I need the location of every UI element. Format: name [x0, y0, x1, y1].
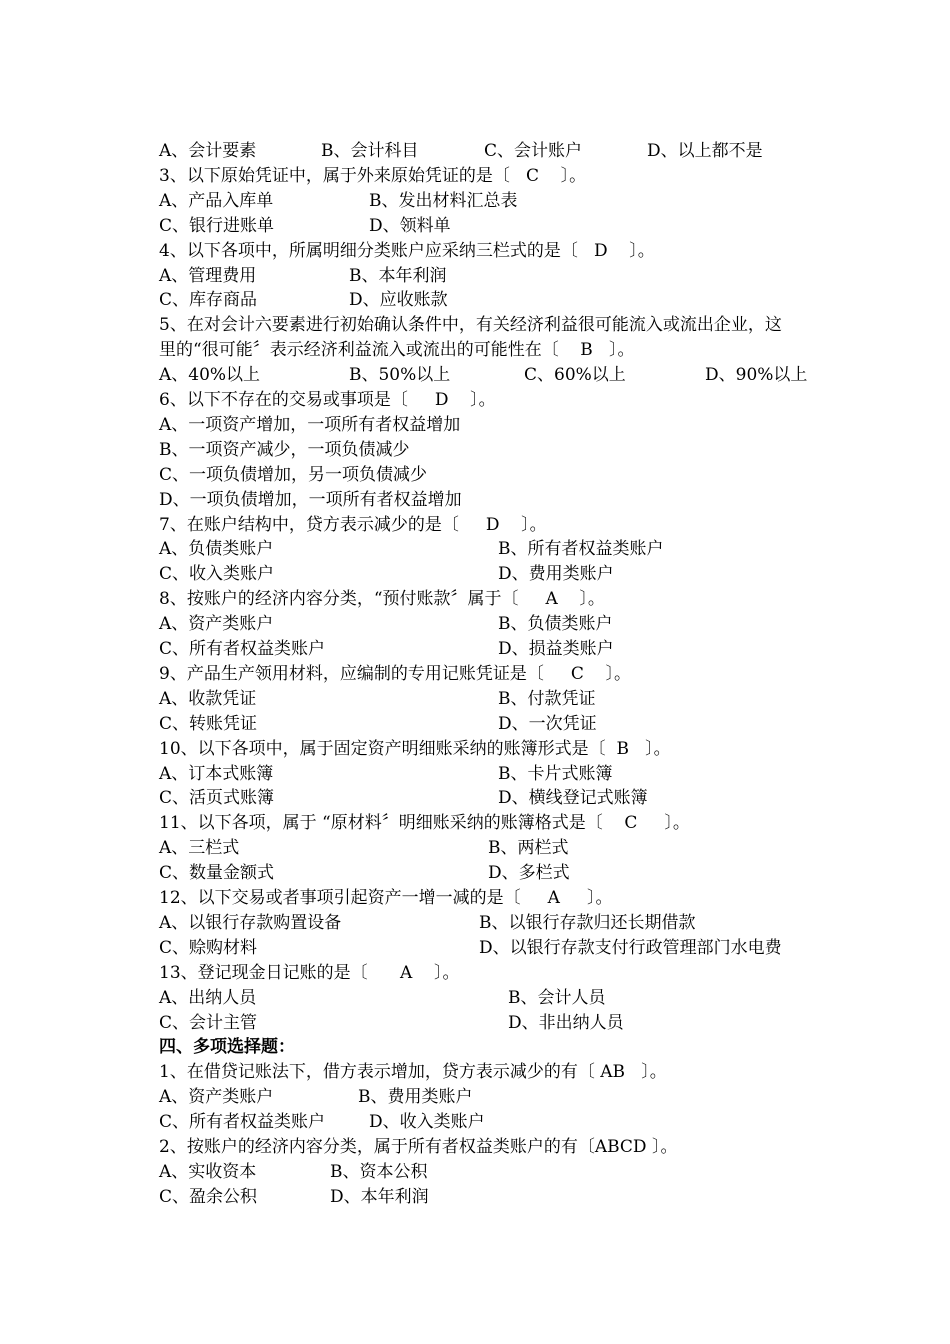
option-text: D、以上都不是: [647, 141, 763, 161]
question-line: 3、以下原始凭证中，属于外来原始凭证的是〔 C 〕。: [159, 165, 587, 186]
option-text: D、横线登记式账簿: [498, 788, 648, 809]
question-line: 1、在借贷记账法下，借方表示增加，贷方表示减少的有〔 AB 〕。: [159, 1062, 667, 1083]
question-line: B、一项资产减少，一项负债减少: [159, 439, 410, 460]
option-text: A、以银行存款购置设备: [159, 912, 342, 933]
question-line: 6、以下不存在的交易或事项是〔 D 〕。: [159, 390, 496, 410]
option-text: D、损益类账户: [498, 639, 614, 659]
question-line: 2、按账户的经济内容分类，属于所有者权益类账户的有〔ABCD 〕。: [159, 1137, 678, 1157]
option-text: A、资产类账户: [159, 614, 274, 635]
option-text: D、一次凭证: [498, 713, 597, 734]
question-line: C、一项负债增加，另一项负债减少: [159, 464, 428, 485]
option-text: B、所有者权益类账户: [498, 539, 664, 560]
option-text: C、所有者权益类账户: [159, 1112, 326, 1133]
option-text: B、费用类账户: [358, 1087, 473, 1108]
option-text: A、产品入库单: [159, 190, 274, 211]
option-text: B、会计科目: [321, 141, 419, 161]
option-text: C、活页式账簿: [159, 788, 275, 809]
option-text: C、会计账户: [484, 141, 583, 161]
option-text: D、多栏式: [488, 863, 570, 884]
question-line: 13、登记现金日记账的是〔 A 〕。: [159, 962, 460, 983]
question-line: 11、以下各项，属于 “原材料〞明细账采纳的账簿格式是〔 C 〕。: [159, 813, 690, 834]
question-line: 7、在账户结构中，贷方表示减少的是〔 D 〕。: [159, 514, 547, 535]
option-text: C、盈余公积: [159, 1186, 258, 1207]
option-text: D、领料单: [369, 215, 451, 236]
option-text: C、转账凭证: [159, 713, 258, 734]
option-text: A、负债类账户: [159, 539, 274, 560]
option-text: A、会计要素: [159, 141, 257, 161]
option-text: B、本年利润: [349, 265, 447, 286]
question-line: 12、以下交易或者事项引起资产一增一减的是〔 A 〕。: [159, 888, 613, 908]
option-text: B、发出材料汇总表: [369, 190, 518, 211]
option-text: B、以银行存款归还长期借款: [479, 912, 696, 933]
option-text: A、出纳人员: [159, 987, 257, 1008]
option-text: D、收入类账户: [369, 1112, 485, 1133]
option-text: A、管理费用: [159, 265, 257, 286]
question-line: 10、以下各项中，属于固定资产明细账采纳的账簿形式是〔 B 〕。: [159, 738, 671, 759]
section-heading: 四、多项选择题：: [159, 1037, 295, 1058]
option-text: C、库存商品: [159, 290, 258, 311]
option-text: C、数量金额式: [159, 863, 275, 884]
option-text: A、资产类账户: [159, 1087, 274, 1108]
question-line: A、一项资产增加，一项所有者权益增加: [159, 414, 461, 435]
question-line: D、一项负债增加，一项所有者权益增加: [159, 489, 462, 510]
option-text: B、会计人员: [508, 987, 606, 1008]
option-text: B、卡片式账簿: [498, 763, 613, 784]
option-text: D、本年利润: [330, 1186, 429, 1207]
option-text: A、订本式账簿: [159, 763, 274, 784]
option-text: D、90%以上: [705, 365, 808, 386]
option-text: D、非出纳人员: [508, 1012, 624, 1033]
option-text: D、费用类账户: [498, 564, 614, 585]
option-text: B、负债类账户: [498, 614, 613, 635]
question-line: 4、以下各项中，所属明细分类账户应采纳三栏式的是〔 D 〕。: [159, 240, 655, 261]
option-text: C、收入类账户: [159, 564, 275, 585]
option-text: C、60%以上: [524, 365, 626, 386]
option-text: A、三栏式: [159, 838, 240, 859]
question-line: 8、按账户的经济内容分类，“预付账款〞属于〔 A 〕。: [159, 589, 605, 610]
option-text: C、所有者权益类账户: [159, 639, 326, 659]
option-text: C、赊购材料: [159, 937, 258, 958]
option-text: C、银行进账单: [159, 215, 275, 236]
option-text: A、收款凭证: [159, 688, 257, 709]
option-text: D、以银行存款支付行政管理部门水电费: [479, 937, 782, 958]
question-line: 9、产品生产领用材料，应编制的专用记账凭证是〔 C 〕。: [159, 663, 631, 684]
option-text: C、会计主管: [159, 1012, 258, 1033]
question-line: 里的“很可能〞表示经济利益流入或流出的可能性在〔 B 〕。: [159, 340, 635, 361]
option-text: A、实收资本: [159, 1161, 257, 1182]
option-text: B、50%以上: [349, 365, 451, 386]
option-text: A、40%以上: [159, 365, 261, 386]
question-line: 5、在对会计六要素进行初始确认条件中，有关经济利益很可能流入或流出企业，这: [159, 315, 782, 336]
option-text: B、资本公积: [330, 1161, 428, 1182]
option-text: D、应收账款: [349, 290, 448, 311]
option-text: B、付款凭证: [498, 688, 596, 709]
option-text: B、两栏式: [488, 838, 569, 859]
